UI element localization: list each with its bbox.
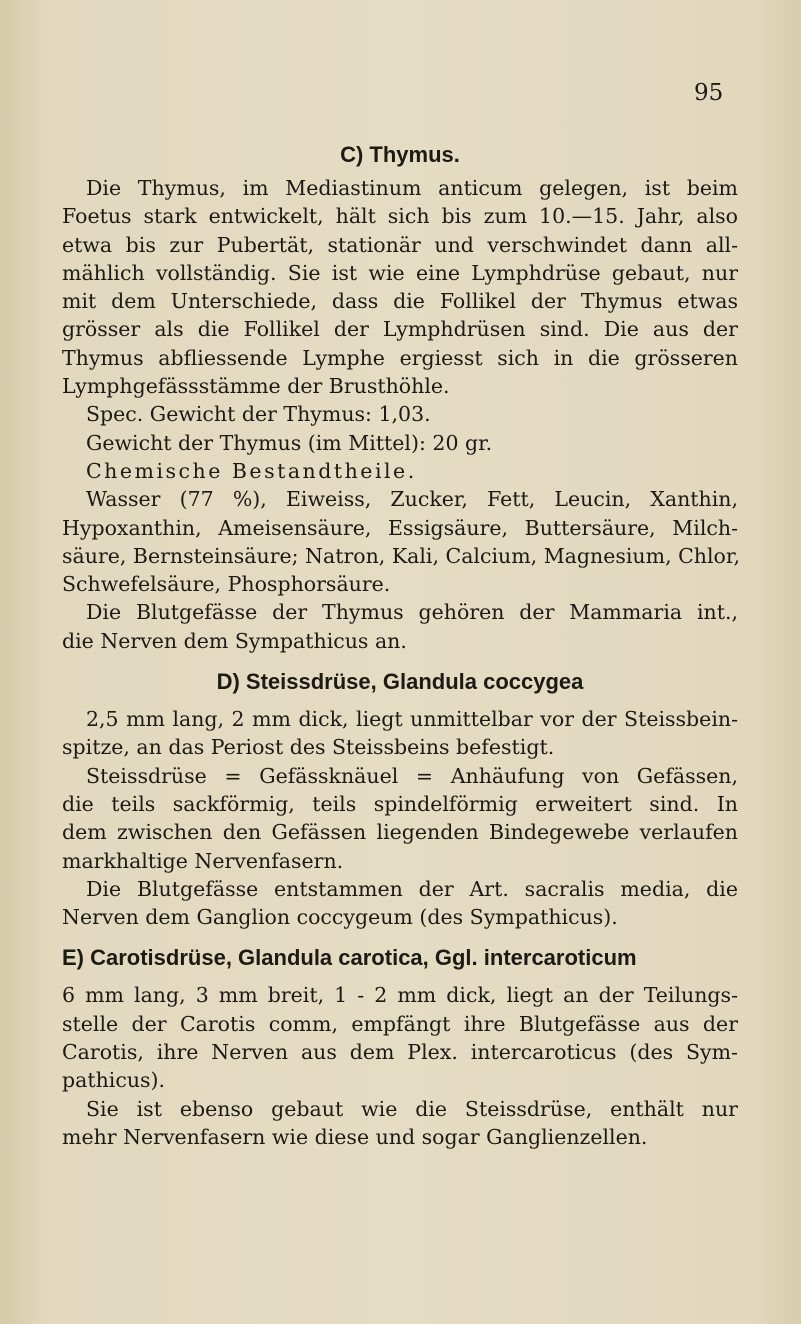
- text-line: mehr Nervenfasern wie diese und sogar Ganglienzellen.: [62, 1124, 648, 1149]
- text-line: Nerven dem Ganglion coccygeum (des Sympathicus).: [62, 905, 618, 930]
- text-line: mählich vollständig. Sie ist wie eine Lymphdrüse gebaut, nur: [62, 260, 738, 285]
- text-line: mit dem Unterschiede, dass die Follikel der Thymus etwas: [62, 289, 738, 314]
- section-heading-steissdruese: D) Steissdrüse, Glandula coccygea: [216, 669, 584, 695]
- text-line: Schwefelsäure, Phosphorsäure.: [62, 572, 391, 597]
- text-line: stelle der Carotis comm, empfängt ihre Blutgefässe aus der: [62, 1011, 738, 1036]
- text-line: pathicus).: [62, 1068, 166, 1093]
- text-line: Thymus abfliessende Lymphe ergiesst sich in die grösseren: [62, 345, 738, 370]
- text-line: 6 mm lang, 3 mm breit, 1 - 2 mm dick, liegt an der Teilungs-: [62, 983, 738, 1008]
- subheading-chemistry: Chemische Bestandtheile.: [86, 458, 417, 483]
- text-line: Foetus stark entwickelt, hält sich bis zum 10.—15. Jahr, also: [62, 204, 738, 229]
- page-number: 95: [694, 80, 724, 106]
- text-line: Lymphgefässstämme der Brusthöhle.: [62, 374, 450, 399]
- text-line: spitze, an das Periost des Steissbeins befestigt.: [62, 735, 555, 760]
- text-line: die Nerven dem Sympathicus an.: [62, 628, 407, 653]
- text-line: die teils sackförmig, teils spindelförmig erweitert sind. In: [62, 791, 738, 816]
- text-line: grösser als die Follikel der Lymphdrüsen sind. Die aus der: [62, 317, 738, 342]
- text-line: Steissdrüse = Gefässknäuel = Anhäufung von Gefässen,: [86, 763, 738, 788]
- text-line: Carotis, ihre Nerven aus dem Plex. intercaroticus (des Sym-: [62, 1040, 738, 1065]
- text-line: Die Thymus, im Mediastinum anticum gelegen, ist beim: [86, 176, 738, 200]
- section-body-thymus: [62, 174, 738, 655]
- text-line: markhaltige Nervenfasern.: [62, 848, 344, 873]
- section-heading-thymus: C) Thymus.: [340, 142, 460, 167]
- text-line: 2,5 mm lang, 2 mm dick, liegt unmittelbar vor der Steissbein-: [86, 707, 738, 732]
- text-line: Wasser (77 %), Eiweiss, Zucker, Fett, Leucin, Xanthin,: [86, 487, 738, 512]
- text-line: dem zwischen den Gefässen liegenden Bindegewebe verlaufen: [62, 820, 738, 845]
- section-body-steissdruese: [62, 705, 738, 931]
- text-line: Hypoxanthin, Ameisensäure, Essigsäure, Buttersäure, Milch-: [62, 515, 738, 540]
- section-body-carotisdruese: [62, 981, 738, 1151]
- text-line: Gewicht der Thymus (im Mittel): 20 gr.: [86, 430, 493, 455]
- text-line: Spec. Gewicht der Thymus: 1,03.: [86, 402, 431, 427]
- page-content: [62, 142, 738, 1151]
- text-line: Sie ist ebenso gebaut wie die Steissdrüse, enthält nur: [86, 1096, 738, 1121]
- text-line: Die Blutgefässe der Thymus gehören der Mammaria int.,: [86, 600, 738, 625]
- text-line: Die Blutgefässe entstammen der Art. sacralis media, die: [86, 876, 738, 901]
- text-line: etwa bis zur Pubertät, stationär und verschwindet dann all-: [62, 232, 738, 257]
- text-line: säure, Bernsteinsäure; Natron, Kali, Calcium, Magnesium, Chlor,: [62, 543, 740, 568]
- section-heading-carotisdruese: E) Carotisdrüse, Glandula carotica, Ggl. intercaroticum: [62, 945, 637, 971]
